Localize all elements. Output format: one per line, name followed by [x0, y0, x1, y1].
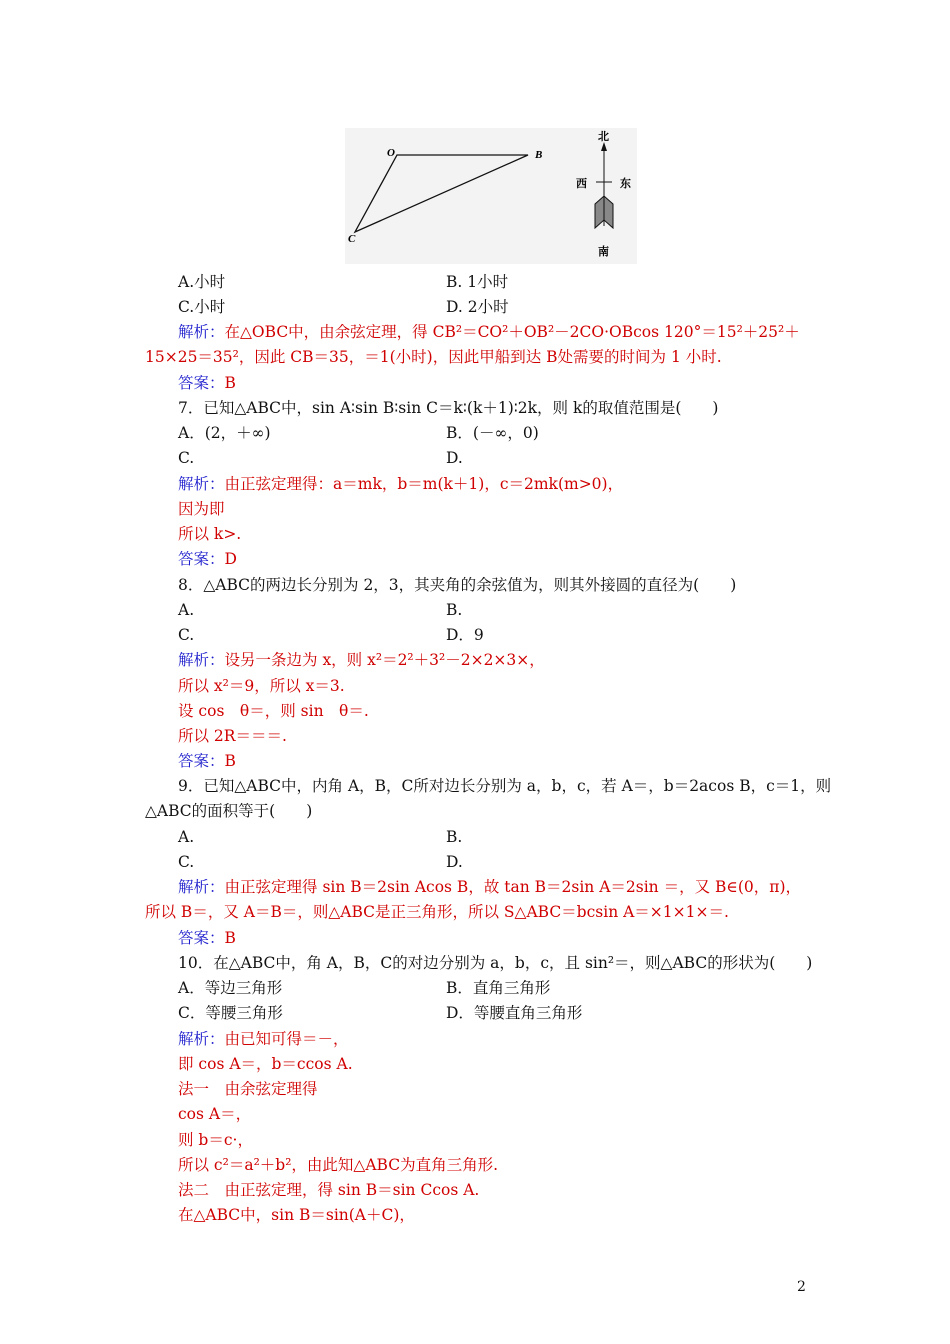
analysis-label: 解析：	[178, 323, 225, 341]
analysis-line: 所以 B＝，又 A＝B＝，则△ABC是正三角形，所以 S△ABC＝bcsin A＝×1×1×＝.	[145, 903, 729, 921]
option-b: B. 1小时	[446, 273, 509, 291]
option-d: D. 2小时	[446, 298, 509, 316]
compass-south: 南	[598, 245, 609, 258]
option-c: C.	[178, 449, 195, 467]
label-o: O	[387, 147, 395, 159]
analysis-line	[178, 472, 838, 497]
answer-value: D	[224, 550, 237, 568]
answer-label: 答案：	[178, 374, 225, 392]
option-d: D.	[446, 853, 463, 871]
option-d: D.	[446, 449, 463, 467]
option-b: B.	[446, 601, 463, 619]
compass-west: 西	[576, 177, 587, 190]
option-row	[178, 850, 838, 875]
compass-north: 北	[598, 130, 609, 143]
option-c: C.	[178, 626, 195, 644]
answer-value: B	[224, 752, 236, 770]
analysis-line: cos A＝，	[178, 1105, 252, 1123]
analysis-line: 所以 c²＝a²＋b²，由此知△ABC为直角三角形.	[178, 1156, 498, 1174]
option-row	[178, 270, 838, 295]
triangle-compass-figure	[345, 128, 637, 264]
analysis-line: 则 b＝c·，	[178, 1131, 253, 1149]
analysis-line: 所以 x²＝9，所以 x＝3.	[178, 677, 345, 695]
analysis-line	[178, 320, 838, 345]
answer-line	[178, 926, 838, 951]
label-b: B	[535, 149, 543, 161]
option-row	[178, 295, 838, 320]
answer-label: 答案：	[178, 550, 225, 568]
analysis-label: 解析：	[178, 1030, 225, 1048]
answer-value: B	[224, 374, 236, 392]
option-a: A.	[178, 828, 195, 846]
analysis-line	[178, 1027, 838, 1052]
option-row	[178, 1001, 838, 1026]
analysis-text: 由正弦定理得：a＝mk，b＝m(k＋1)，c＝2mk(m>0)，	[224, 475, 624, 493]
analysis-line: 所以 k>.	[178, 525, 242, 543]
answer-label: 答案：	[178, 752, 225, 770]
option-d: D．等腰直角三角形	[446, 1004, 583, 1022]
option-d: D．9	[446, 626, 484, 644]
analysis-text: 由已知可得＝－，	[224, 1030, 349, 1048]
answer-value: B	[224, 929, 236, 947]
option-c: C．等腰三角形	[178, 1004, 283, 1022]
option-a: A.小时	[178, 273, 226, 291]
option-a: A.	[178, 601, 195, 619]
option-row	[178, 976, 838, 1001]
option-b: B．(－∞，0)	[446, 424, 539, 442]
question-10: 10．在△ABC中，角 A，B，C的对边分别为 a，b，c，且 sin²＝，则△ABC的形状为( )	[178, 954, 813, 972]
analysis-line: 因为即	[178, 500, 225, 518]
option-c: C.	[178, 853, 195, 871]
option-a: A．等边三角形	[178, 979, 283, 997]
analysis-label: 解析：	[178, 475, 225, 493]
analysis-text: 由正弦定理得 sin B＝2sin Acos B，故 tan B＝2sin A＝2sin ＝，又 B∈(0，π)，	[224, 878, 802, 896]
analysis-line	[178, 648, 838, 673]
option-row	[178, 598, 838, 623]
answer-label: 答案：	[178, 929, 225, 947]
analysis-line: 在△ABC中，sin B＝sin(A＋C)，	[178, 1206, 415, 1224]
analysis-label: 解析：	[178, 878, 225, 896]
option-b: B.	[446, 828, 463, 846]
answer-line	[178, 547, 838, 572]
analysis-line: 所以 2R＝＝＝.	[178, 727, 287, 745]
analysis-line: 法二 由正弦定理，得 sin B＝sin Ccos A.	[178, 1181, 480, 1199]
analysis-line: 设 cos θ＝，则 sin θ＝.	[178, 702, 369, 720]
answer-line	[178, 749, 838, 774]
compass-east: 东	[620, 177, 631, 190]
option-a: A．(2，＋∞)	[178, 424, 271, 442]
option-row	[178, 446, 838, 471]
analysis-line: 即 cos A＝，b＝ccos A.	[178, 1055, 353, 1073]
label-c: C	[348, 233, 356, 245]
question-7: 7．已知△ABC中，sin A∶sin B∶sin C＝k∶(k＋1)∶2k，则 k的取值范围是( )	[178, 399, 719, 417]
analysis-label: 解析：	[178, 651, 225, 669]
analysis-line: 法一 由余弦定理得	[178, 1080, 318, 1098]
option-row	[178, 623, 838, 648]
analysis-text: 设另一条边为 x，则 x²＝2²＋3²－2×2×3×，	[224, 651, 545, 669]
question-9: 9．已知△ABC中，内角 A，B，C所对边长分别为 a，b，c，若 A＝，b＝2acos B，c＝1，则	[178, 777, 832, 795]
option-row	[178, 421, 838, 446]
option-b: B．直角三角形	[446, 979, 551, 997]
option-row	[178, 825, 838, 850]
question-9-cont: △ABC的面积等于( )	[145, 802, 313, 820]
option-c: C.小时	[178, 298, 226, 316]
page-number: 2	[797, 1279, 806, 1295]
answer-line	[178, 371, 838, 396]
analysis-text: 在△OBC中，由余弦定理，得 CB²＝CO²＋OB²－2CO·OBcos 120°＝15²＋25²＋	[224, 323, 800, 341]
analysis-line: 15×25＝35²，因此 CB＝35，＝1(小时)，因此甲船到达 B处需要的时间为 1 小时.	[145, 348, 722, 366]
question-8: 8．△ABC的两边长分别为 2，3，其夹角的余弦值为，则其外接圆的直径为( )	[178, 576, 737, 594]
analysis-line	[178, 875, 838, 900]
